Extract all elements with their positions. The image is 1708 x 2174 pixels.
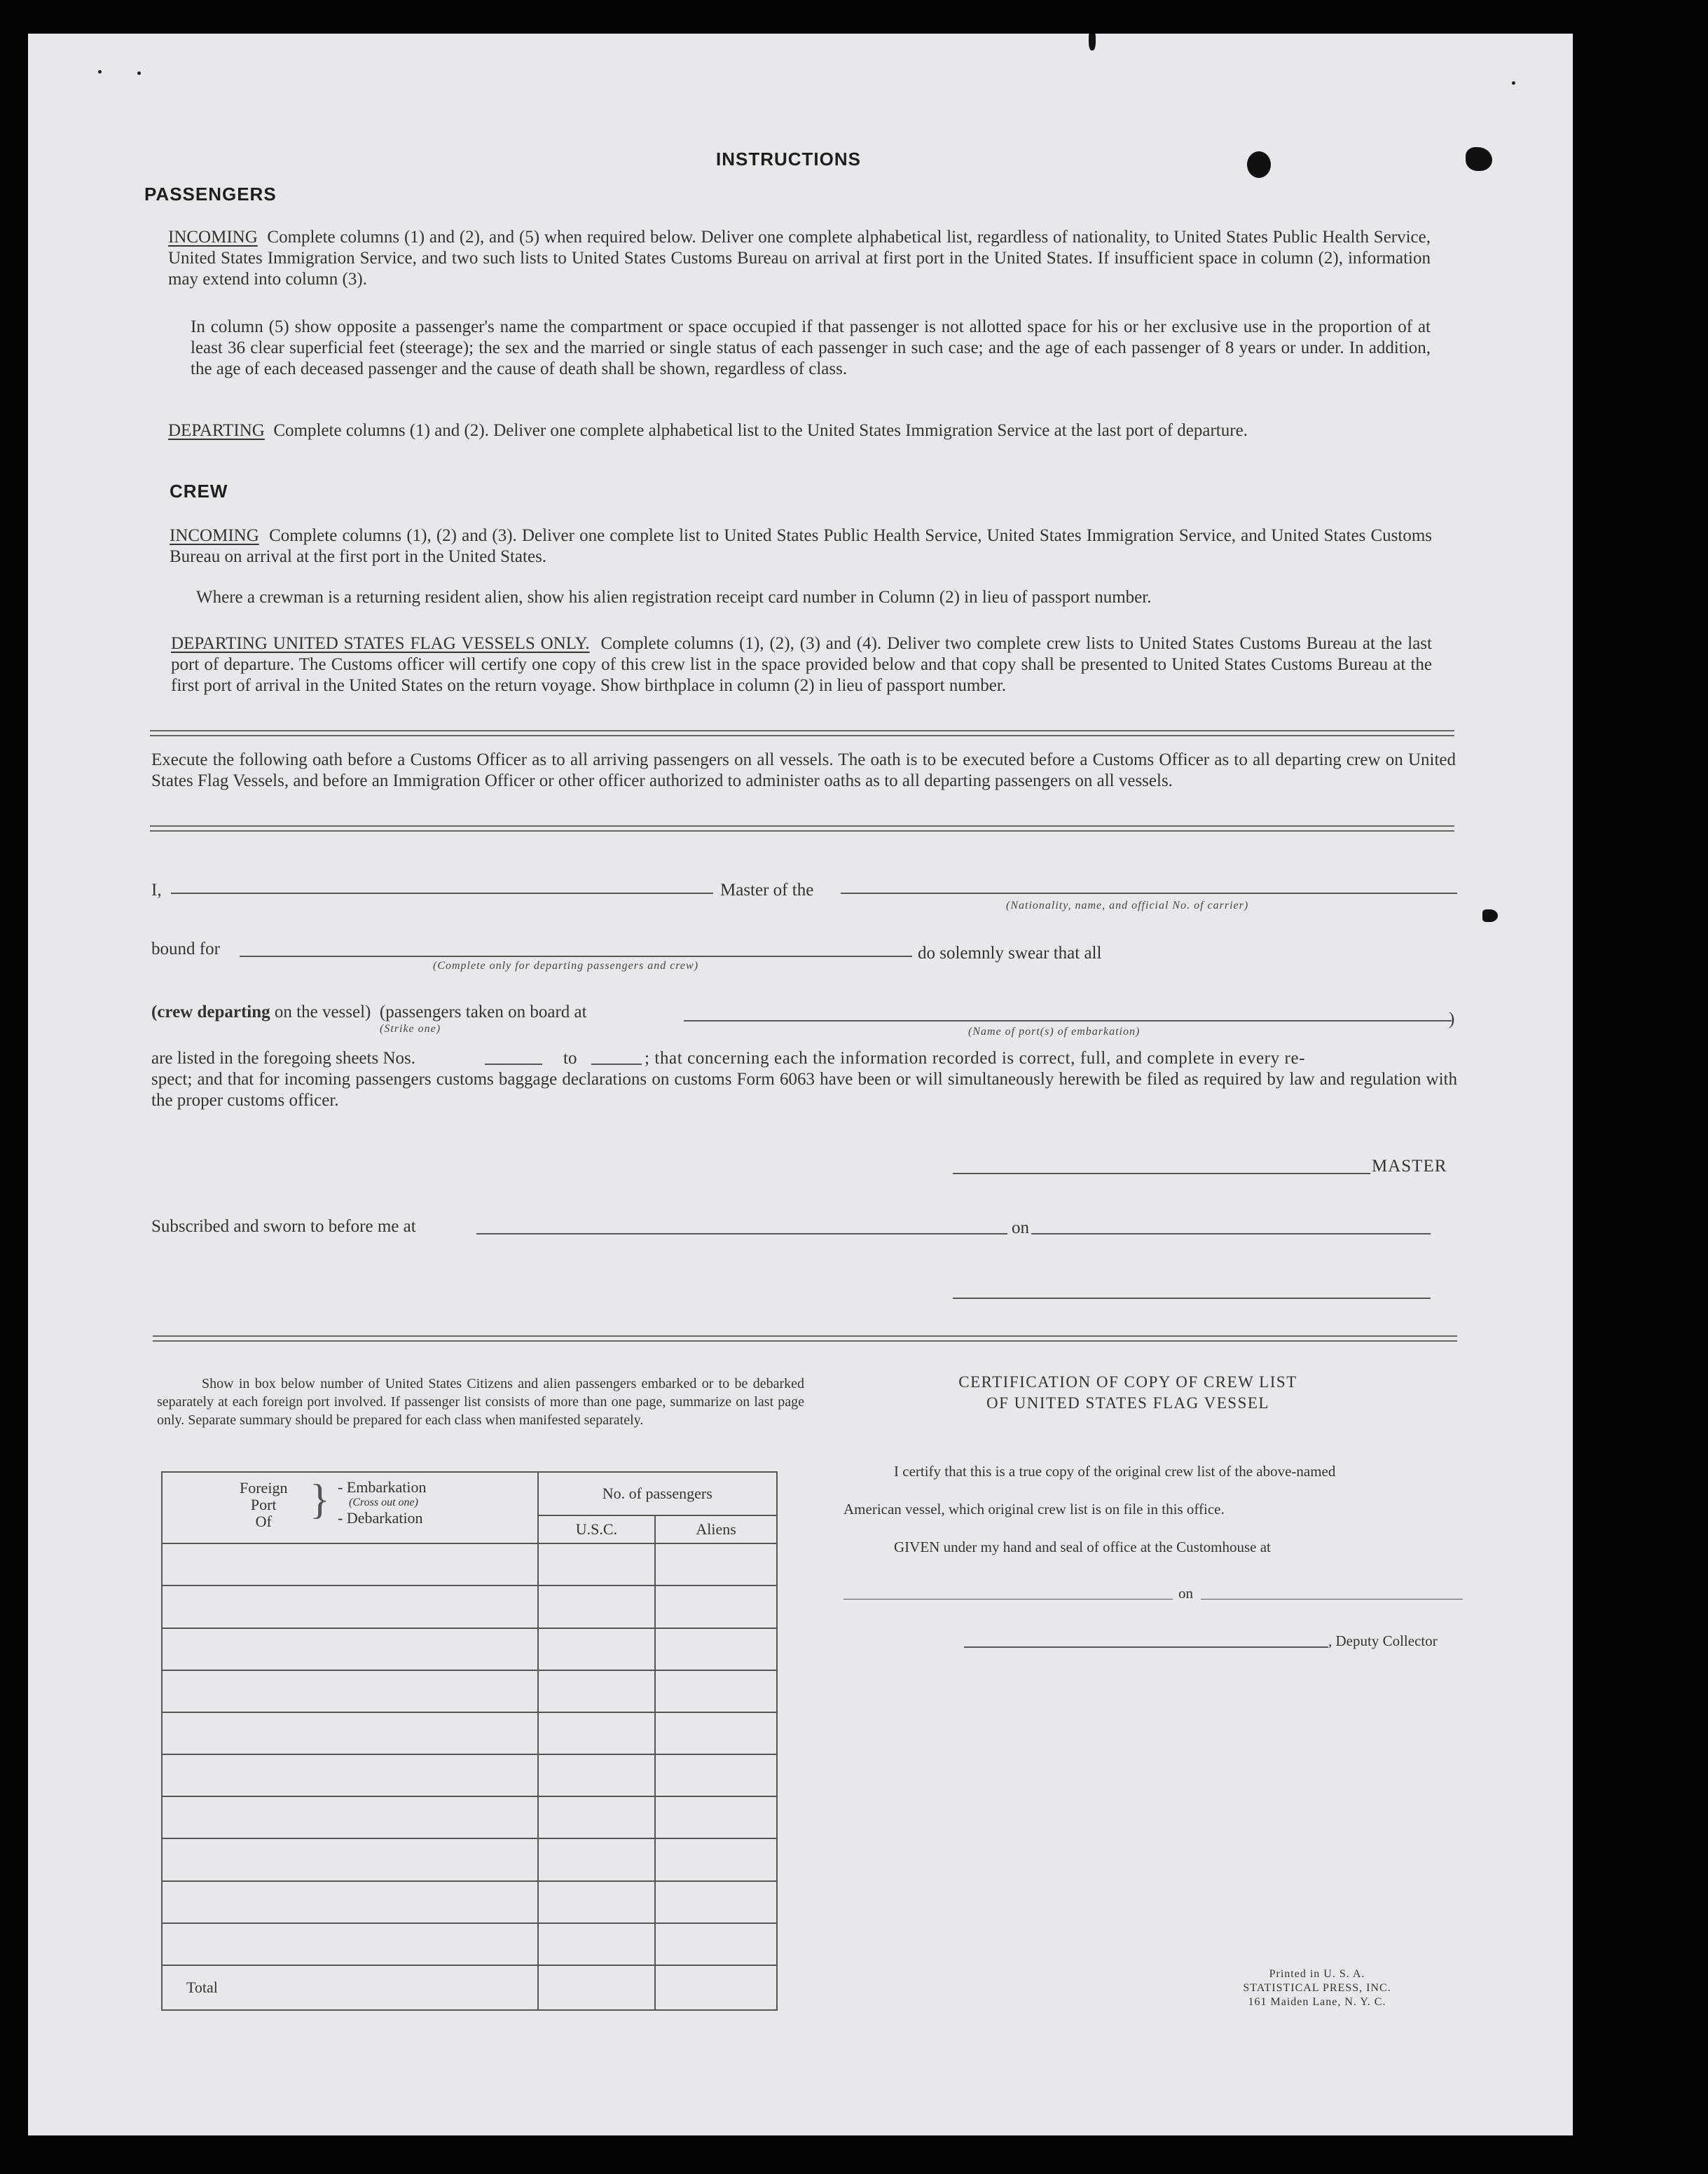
port-cell[interactable] [162, 1585, 538, 1628]
total-aliens-cell[interactable] [655, 1965, 777, 2010]
sworn-on-label: on [1012, 1218, 1029, 1237]
crew-incoming-label: INCOMING [170, 526, 259, 545]
cross-out-caption: (Cross out one) [349, 1497, 418, 1508]
master-signature-field[interactable] [953, 1173, 1370, 1174]
crew-passengers-line [151, 1002, 587, 1023]
foreign-port-header: Foreign Port Of } - Embarkation (Cross out one) - Debarkation [162, 1472, 538, 1543]
double-divider [150, 825, 1454, 832]
sworn-date-field[interactable] [1031, 1233, 1431, 1234]
passenger-summary-table [161, 1471, 778, 2011]
listed-end: ; that concerning each the information recorded is correct, full, and complete in every re- [645, 1049, 1306, 1068]
aliens-cell[interactable] [655, 1881, 777, 1923]
usc-cell[interactable] [538, 1670, 656, 1712]
subscribed-label: Subscribed and sworn to before me at [151, 1217, 416, 1236]
listed-rest: spect; and that for incoming passengers customs baggage declarations on customs Form 6063 have been or will simultaneously herewith be filed as required by law and regulation with the proper customs officer. [151, 1070, 1457, 1110]
printer-line1: Printed in U. S. A. [1269, 1968, 1365, 1980]
given-line: GIVEN under my hand and seal of office at the Customhouse at [894, 1539, 1271, 1555]
port-cell[interactable] [162, 1754, 538, 1796]
oath-i-label: I, [151, 881, 162, 900]
passengers-incoming-paragraph [168, 227, 1431, 290]
certification-title-line1: CERTIFICATION OF COPY OF CREW LIST [958, 1373, 1297, 1391]
port-cell[interactable] [162, 1712, 538, 1754]
sheet-to-field[interactable] [591, 1064, 642, 1065]
summary-instructions: Show in box below number of United States Citizens and alien passengers embarked or to be debarked separately at each foreign port involved. If passenger list consists of more than one page, summarize on last page only. Separate summary should be prepared for each class when manifested separately. [157, 1376, 804, 1428]
total-usc-cell[interactable] [538, 1965, 656, 2010]
ink-blot [1482, 909, 1498, 922]
ink-blot [1466, 147, 1492, 171]
page-title: INSTRUCTIONS [716, 149, 861, 170]
crew-resident-paragraph: Where a crewman is a returning resident alien, show his alien registration receipt card number in Column (2) in lieu of passport number. [196, 588, 1152, 607]
crew-incoming-text: Complete columns (1), (2) and (3). Deliver one complete list to United States Public Health Service, United States Immigration Service, and United States Customs Bureau on arrival at the first port in the United States. [170, 526, 1433, 566]
aliens-cell[interactable] [655, 1754, 777, 1796]
certification-title [862, 1372, 1394, 1414]
oath-intro: Execute the following oath before a Customs Officer as to all arriving passengers on all vessels. The oath is to be executed before a Customs Officer as to all departing crew on United States Flag Vessels, and before an Immigration Officer or other officer authorized to administer oaths as to all departing passengers on all vessels. [151, 750, 1456, 790]
speck [137, 71, 141, 75]
passengers-heading: PASSENGERS [144, 184, 277, 205]
table-row [162, 1796, 777, 1838]
bound-for-field[interactable] [240, 956, 912, 957]
usc-cell[interactable] [538, 1881, 656, 1923]
no-of-passengers-header: No. of passengers [538, 1472, 777, 1515]
printer-line3: 161 Maiden Lane, N. Y. C. [1248, 1996, 1386, 2008]
certify-line1: I certify that this is a true copy of the original crew list of the above-named [894, 1463, 1336, 1480]
port-cell[interactable] [162, 1838, 538, 1880]
usc-cell[interactable] [538, 1585, 656, 1628]
foreign-label: Foreign [240, 1479, 288, 1497]
table-row [162, 1923, 777, 1965]
port-cell[interactable] [162, 1670, 538, 1712]
port-cell[interactable] [162, 1881, 538, 1923]
debarkation-label: - Debarkation [338, 1509, 423, 1527]
sworn-at-field[interactable] [476, 1233, 1007, 1234]
usc-cell[interactable] [538, 1754, 656, 1796]
passengers-taken-option[interactable]: (passengers taken on board at [379, 1003, 587, 1021]
speck [1512, 81, 1515, 85]
master-name-field[interactable] [171, 893, 713, 894]
master-label: MASTER [1372, 1157, 1447, 1176]
usc-cell[interactable] [538, 1923, 656, 1965]
certify-line2: American vessel, which original crew list is on file in this office. [843, 1501, 1225, 1518]
deputy-collector-label: , Deputy Collector [1328, 1632, 1438, 1649]
ink-blot [1247, 151, 1271, 178]
passengers-column5-paragraph: In column (5) show opposite a passenger's name the compartment or space occupied if that passenger is not allotted space for his or her exclusive use in the proportion of at least 36 clear superficial feet (steerage); the sex and the married or single status of each passenger in such case; and the age of each passenger of 8 years or under. In addition, the age of each deceased passenger and the cause of death shall be shown, regardless of class. [191, 317, 1431, 378]
port-cell[interactable] [162, 1628, 538, 1670]
master-of-the-label: Master of the [720, 881, 814, 900]
close-paren: ) [1449, 1010, 1455, 1028]
aliens-cell[interactable] [655, 1838, 777, 1880]
printer-line2: STATISTICAL PRESS, INC. [1243, 1982, 1391, 1994]
form-page [28, 34, 1573, 2135]
passengers-departing-label: DEPARTING [168, 421, 265, 440]
certification-title-line2: OF UNITED STATES FLAG VESSEL [986, 1394, 1269, 1412]
total-row [162, 1965, 777, 2010]
officer-signature-field[interactable] [953, 1298, 1431, 1299]
aliens-cell[interactable] [655, 1628, 777, 1670]
port-label: Port [250, 1496, 277, 1513]
aliens-header: Aliens [655, 1515, 777, 1543]
sheet-from-field[interactable] [485, 1064, 542, 1065]
table-row [162, 1712, 777, 1754]
usc-cell[interactable] [538, 1796, 656, 1838]
deputy-signature-field[interactable] [964, 1646, 1328, 1648]
ports-caption: (Name of port(s) of embarkation) [968, 1026, 1141, 1038]
passengers-departing-text: Complete columns (1) and (2). Deliver one complete alphabetical list to the United States Immigration Service at the last port of departure. [273, 421, 1248, 440]
speck [98, 70, 102, 74]
cert-on-label: on [1178, 1585, 1193, 1602]
solemnly-swear-label: do solemnly swear that all [918, 944, 1102, 963]
usc-cell[interactable] [538, 1543, 656, 1585]
passengers-incoming-text: Complete columns (1) and (2), and (5) when required below. Deliver one complete alphabetical list, regardless of nationality, to United States Public Health Service, United States Immigration Service, and two such lists to United States Customs Bureau on arrival at first port in the United States. If insufficient space in column (2), information may extend into column (3). [168, 228, 1431, 289]
carrier-field[interactable] [841, 893, 1457, 894]
embarkation-label: - Embarkation [338, 1478, 427, 1496]
table-row [162, 1881, 777, 1923]
port-cell[interactable] [162, 1923, 538, 1965]
crew-departing-paragraph [171, 633, 1432, 696]
aliens-cell[interactable] [655, 1670, 777, 1712]
total-label: Total [162, 1965, 538, 2010]
crew-heading: CREW [170, 481, 228, 502]
nationality-caption: (Nationality, name, and official No. of carrier) [1006, 900, 1249, 911]
crew-departing-label: DEPARTING UNITED STATES FLAG VESSELS ONLY. [171, 634, 590, 653]
aliens-cell[interactable] [655, 1712, 777, 1754]
usc-cell[interactable] [538, 1838, 656, 1880]
port-cell[interactable] [162, 1796, 538, 1838]
ports-field[interactable] [684, 1020, 1452, 1021]
table-row [162, 1585, 777, 1628]
crew-departing-option[interactable]: (crew departing [151, 1003, 270, 1021]
complete-only-caption: (Complete only for departing passengers and crew) [433, 960, 699, 972]
table-row [162, 1628, 777, 1670]
passengers-incoming-label: INCOMING [168, 228, 258, 247]
crew-departing-text: Complete columns (1), (2), (3) and (4). Deliver two complete crew lists to United States Customs Bureau at the last port of departure. The Customs officer will certify one copy of this crew list in the space provided below and that copy shall be presented to United States Customs Bureau at the first port of arrival in the United States on the return voyage. Show birthplace in column (2) in lieu of passport number. [171, 634, 1432, 695]
table-row [162, 1754, 777, 1796]
table-row [162, 1543, 777, 1585]
to-label: to [563, 1049, 577, 1068]
usc-header: U.S.C. [538, 1515, 656, 1543]
port-cell[interactable] [162, 1543, 538, 1585]
table-row [162, 1670, 777, 1712]
passengers-departing-paragraph [168, 420, 1431, 441]
aliens-cell[interactable] [655, 1585, 777, 1628]
strike-one-caption: (Strike one) [380, 1023, 441, 1035]
double-divider [153, 1335, 1457, 1342]
printer-imprint [1233, 1967, 1401, 2009]
bound-for-label: bound for [151, 940, 220, 958]
on-the-vessel-text: on the vessel) [270, 1003, 371, 1021]
of-label: Of [255, 1513, 272, 1530]
ink-mark [1089, 34, 1096, 50]
aliens-cell[interactable] [655, 1796, 777, 1838]
table-row [162, 1838, 777, 1880]
listed-start: are listed in the foregoing sheets Nos. [151, 1049, 415, 1068]
double-divider [150, 730, 1454, 736]
usc-cell[interactable] [538, 1628, 656, 1670]
aliens-cell[interactable] [655, 1923, 777, 1965]
aliens-cell[interactable] [655, 1543, 777, 1585]
crew-incoming-paragraph [170, 525, 1432, 567]
usc-cell[interactable] [538, 1712, 656, 1754]
